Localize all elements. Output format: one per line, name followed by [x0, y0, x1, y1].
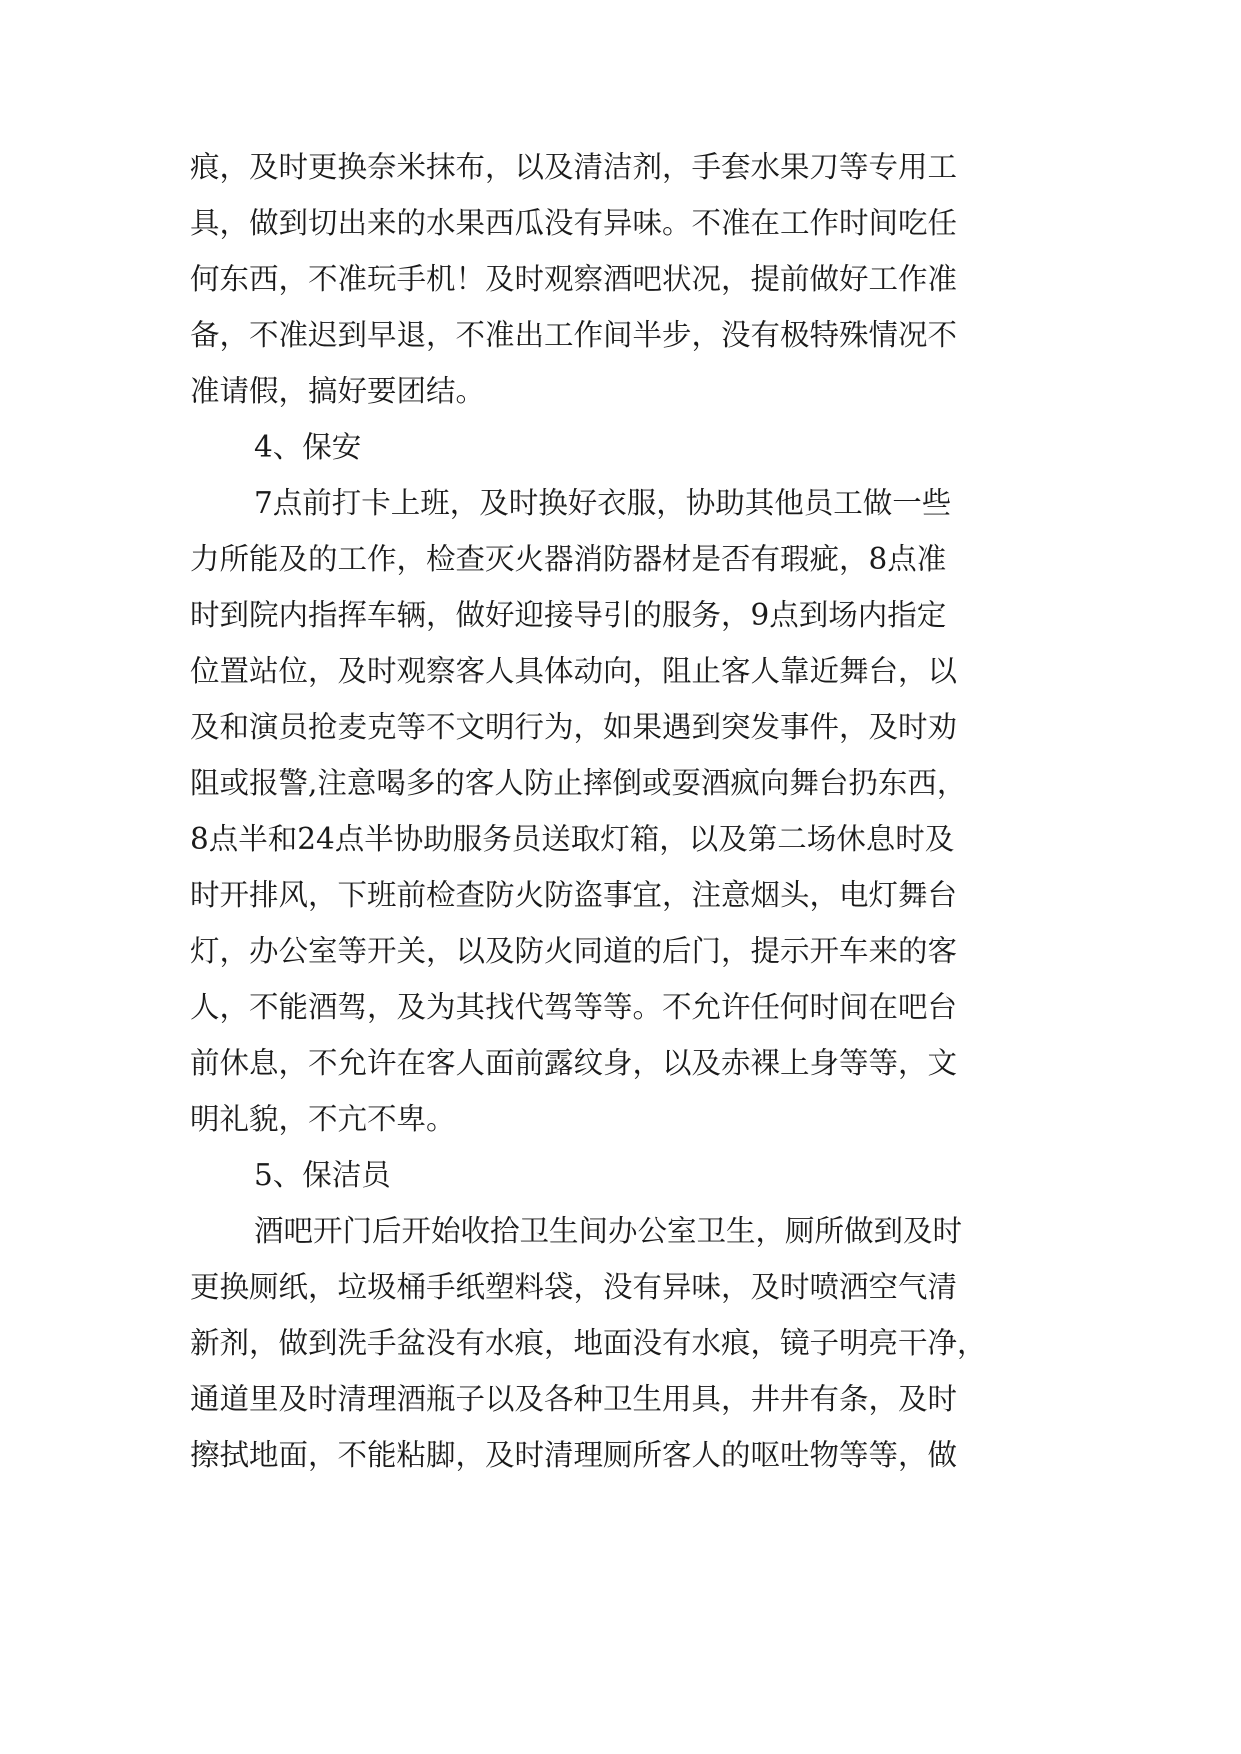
text-line: 擦拭地面，不能粘脚，及时清理厕所客人的呕吐物等等，做: [190, 1438, 958, 1472]
text-line: 位置站位，及时观察客人具体动向，阻止客人靠近舞台，以: [190, 654, 958, 688]
text-line: 更换厕纸，垃圾桶手纸塑料袋，没有异味，及时喷洒空气清: [190, 1270, 958, 1304]
text-line: 时开排风，下班前检查防火防盗事宜，注意烟头，电灯舞台: [190, 878, 958, 912]
section-heading-security: 4、保安: [254, 430, 362, 464]
text-line: 人，不能酒驾，及为其找代驾等等。不允许任何时间在吧台: [190, 990, 958, 1024]
text-line: 新剂，做到洗手盆没有水痕，地面没有水痕，镜子明亮干净，: [190, 1326, 987, 1360]
text-line: 痕，及时更换奈米抹布，以及清洁剂，手套水果刀等专用工: [190, 150, 958, 184]
text-line: 阻或报警,注意喝多的客人防止摔倒或耍酒疯向舞台扔东西，: [190, 766, 967, 800]
text-line: 明礼貌，不亢不卑。: [190, 1102, 456, 1136]
text-line: 前休息，不允许在客人面前露纹身，以及赤裸上身等等，文: [190, 1046, 958, 1080]
text-line: 7点前打卡上班，及时换好衣服，协助其他员工做一些: [254, 486, 952, 520]
text-line: 酒吧开门后开始收拾卫生间办公室卫生，厕所做到及时: [254, 1214, 963, 1248]
text-line: 备，不准迟到早退，不准出工作间半步，没有极特殊情况不: [190, 318, 958, 352]
section-heading-cleaner: 5、保洁员: [254, 1158, 391, 1192]
text-line: 通道里及时清理酒瓶子以及各种卫生用具，井井有条，及时: [190, 1382, 958, 1416]
text-line: 力所能及的工作，检查灭火器消防器材是否有瑕疵，8点准: [190, 542, 947, 576]
text-line: 8点半和24点半协助服务员送取灯箱，以及第二场休息时及: [190, 822, 955, 856]
text-line: 准请假，搞好要团结。: [190, 374, 486, 408]
text-line: 及和演员抢麦克等不文明行为，如果遇到突发事件，及时劝: [190, 710, 958, 744]
text-line: 具，做到切出来的水果西瓜没有异味。不准在工作时间吃任: [190, 206, 958, 240]
text-line: 何东西，不准玩手机！及时观察酒吧状况，提前做好工作准: [190, 262, 958, 296]
text-line: 时到院内指挥车辆，做好迎接导引的服务，9点到场内指定: [190, 598, 947, 632]
text-line: 灯，办公室等开关，以及防火同道的后门，提示开车来的客: [190, 934, 958, 968]
